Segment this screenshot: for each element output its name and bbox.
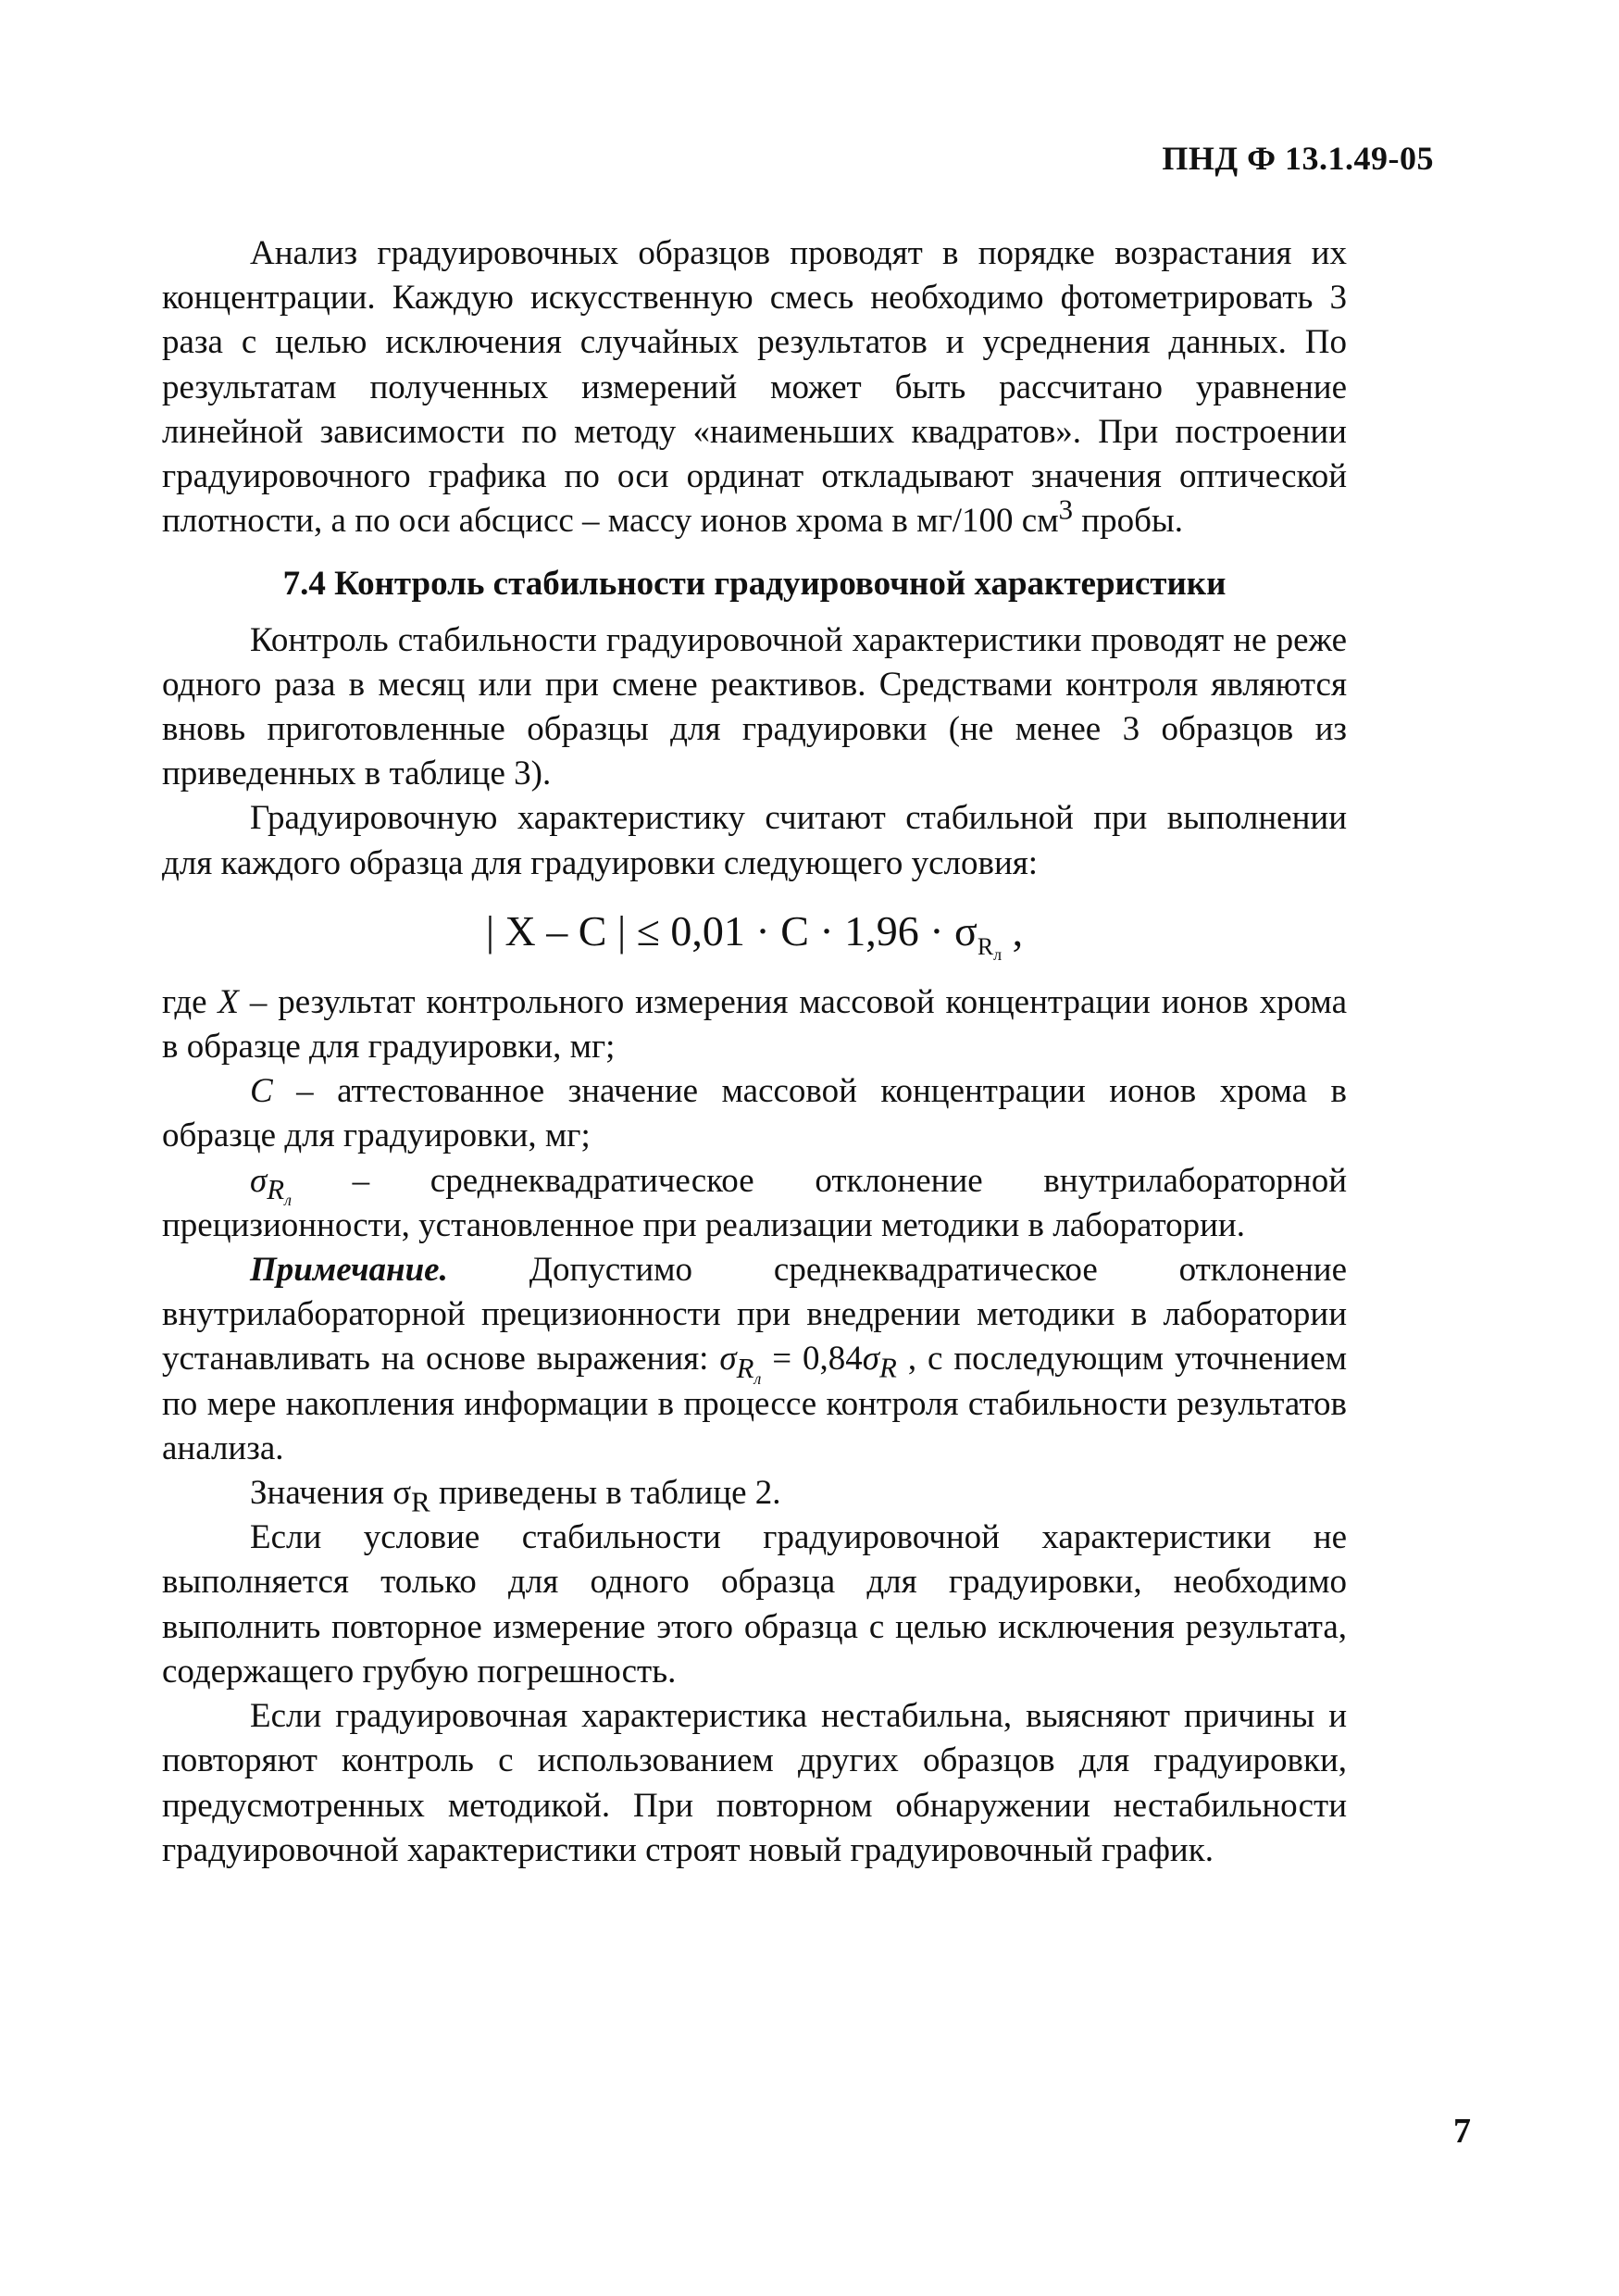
document-code: ПНД Ф 13.1.49-05 [1162,140,1434,177]
definition-text: – среднеквадратическое отклонение внутрилабораторной прецизионности, установленное при реализации методики в лаборатории. [162,1161,1347,1244]
sigma-subscript: R [267,1174,285,1206]
symbol-x: X [218,982,240,1021]
page-number: 7 [1453,2112,1471,2151]
definition-prefix: где [162,982,218,1021]
note-lhs-subscript: R [736,1352,754,1384]
values-subscript: R [411,1486,430,1518]
note-text-end: , с последующим уточнением по мере накопления информации в процессе контроля стабильности результатов анализа. [162,1340,1347,1467]
definition-sigma [162,1159,1347,1248]
symbol-c: C [250,1072,273,1111]
note-rhs-subscript: R [879,1352,897,1384]
paragraph-sigma-values [162,1471,1347,1516]
symbol-sigma: σ [250,1161,268,1200]
definition-text: – результат контрольного измерения массовой концентрации ионов хрома в образце для градуировки, мг; [162,982,1347,1067]
sigma-subsubscript: л [284,1191,292,1210]
note-text: Допустимо среднеквадратическое отклонение внутрилабораторной прецизионности при внедрении методики в лаборатории устанавливать на основе выражения: [162,1251,1347,1379]
note-lhs-subsubscript: л [753,1369,762,1389]
paragraph-calibration-analysis [162,231,1347,543]
page-content [162,231,1347,1873]
formula-subsubscript: л [993,945,1003,965]
paragraph-unstable-characteristic: Если градуировочная характеристика нестабильна, выясняют причины и повторяют контроль с использованием других образцов для градуировки, предусмотренных методикой. При повторном обнаружении нестабильности градуировочной характеристики строят новый градуировочный график. [162,1697,1347,1869]
section-heading: 7.4 Контроль стабильности градуировочной характеристики [282,565,1227,604]
paragraph-stability-condition: Градуировочную характеристику считают стабильной при выполнении для каждого образца для градуировки следующего условия: [162,799,1347,882]
formula-end: , [1002,906,1024,955]
superscript: 3 [1058,493,1074,526]
paragraph-text: Анализ градуировочных образцов проводят в порядке возрастания их концентрации. Каждую искусственную смесь необходимо фотометрировать 3 раза с целью исключения случайных результатов и усреднения данных. По результатам полученных измерений может быть рассчитано уравнение линейной зависимости по методу «наименьших квадратов». При построении градуировочного графика по оси ординат откладывают значения оптической плотности, а по оси абсцисс – массу ионов хрома в мг/100 см [162,234,1347,541]
definition-x [162,980,1347,1069]
definition-c [162,1069,1347,1158]
note-paragraph [162,1248,1347,1471]
paragraph-text-end: пробы. [1073,502,1184,541]
note-sigma-rhs: σ [862,1340,880,1379]
values-prefix: Значения [250,1474,393,1513]
values-text: приведены в таблице 2. [430,1474,781,1513]
paragraph-control-frequency: Контроль стабильности градуировочной характеристики проводят не реже одного раза в месяц или при смене реактивов. Средствами контроля являются вновь приготовленные образцы для градуировки (не менее 3 образцов из приведенных в таблице 3). [162,620,1347,793]
values-sigma: σ [392,1474,412,1513]
formula-main: | X – C | ≤ 0,01 · C · 1,96 · σ [485,906,978,955]
stability-formula [162,899,1347,964]
note-formula-mid: = 0,84 [761,1340,863,1379]
definition-text: – аттестованное значение массовой концентрации ионов хрома в образце для градуировки, мг; [162,1072,1347,1155]
formula-subscript: R [977,933,994,961]
paragraph-single-sample-failure: Если условие стабильности градуировочной характеристики не выполняется только для одного образца для градуировки, необходимо выполнить повторное измерение этого образца с целью исключения результата, содержащего грубую погрешность. [162,1518,1347,1691]
note-sigma-lhs: σ [719,1340,737,1379]
note-label: Примечание. [250,1251,448,1290]
